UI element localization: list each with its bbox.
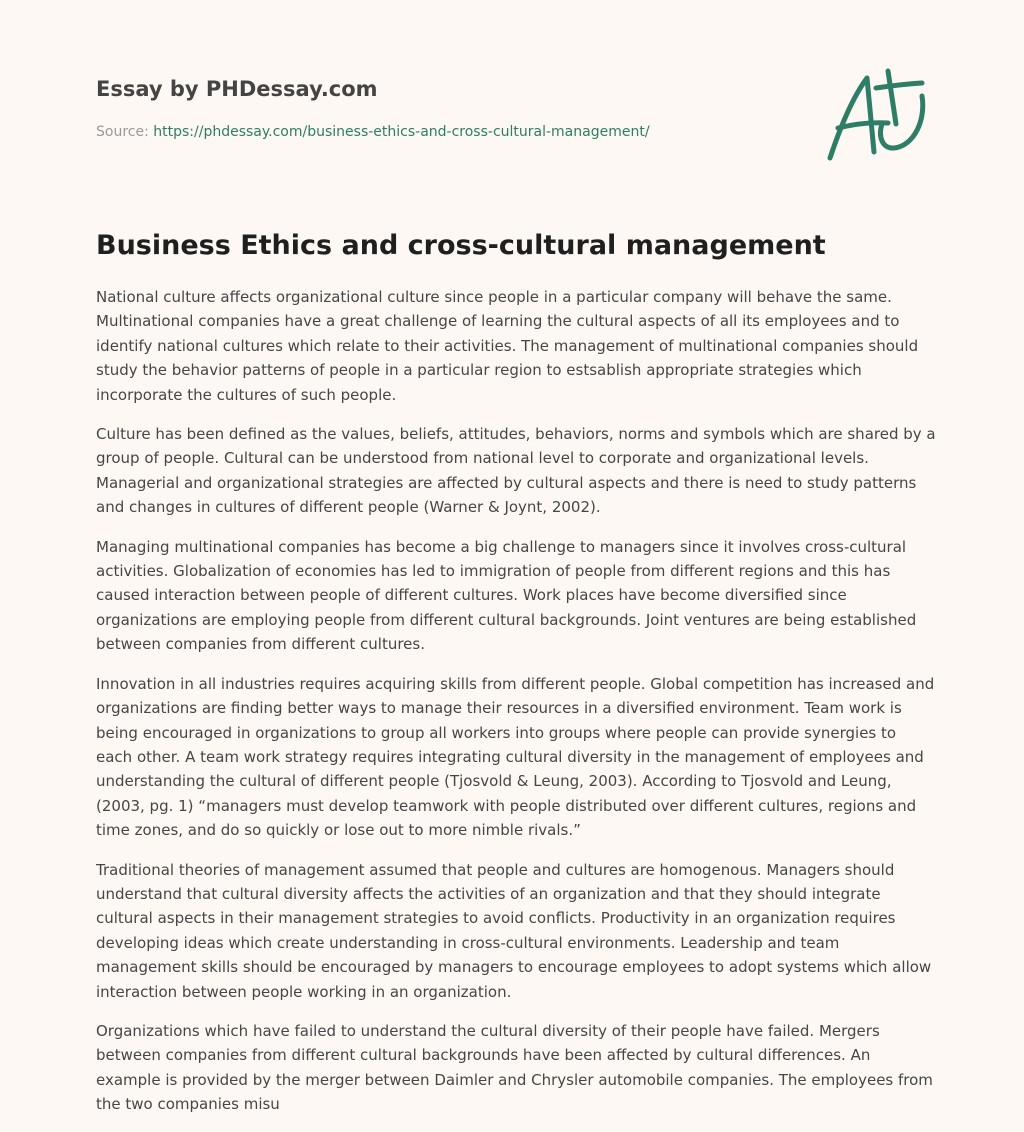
essay-body — [96, 285, 936, 1132]
a-plus-logo-icon — [822, 66, 932, 166]
source-link[interactable]: https://phdessay.com/business-ethics-and-cross-cultural-management/ — [153, 124, 650, 140]
essay-paragraph: Innovation in all industries requires acquiring skills from different people. Global competition has increased and organizations are finding better ways to manage their resources in a diversified environment. Team work is being encouraged in organizations to group all workers into groups where people can provide synergies to each other. A team work strategy requires integrating cultural diversity in the management of employees and understanding the cultural of different people (Tjosvold & Leung, 2003). According to Tjosvold and Leung, (2003, pg. 1) “managers must develop teamwork with people distributed over different cultures, regions and time zones, and do so quickly or lose out to more nimble rivals.” — [96, 674, 935, 840]
source-line — [96, 122, 796, 142]
essay-paragraph: Managing multinational companies has become a big challenge to managers since it involves cross-cultural activities. Globalization of economies has led to immigration of people from different regions and this has caused interaction between people of different cultures. Work places have become diversified since organizations are employing people from different cultural backgrounds. Joint ventures are being established between companies from different cultures. — [96, 537, 917, 654]
essay-paragraph: Organizations which have failed to understand the cultural diversity of their people have failed. Mergers between companies from different cultural backgrounds have been affected by cultural differences. An example is provided by the merger between Daimler and Chrysler automobile companies. The employees from the two companies misu — [96, 1021, 933, 1114]
a-plus-logo-svg — [822, 66, 932, 166]
essay-paragraph: Traditional theories of management assumed that people and cultures are homogenous. Managers should understand that cultural diversity affects the activities of an organization and that they should integrate cultural aspects in their management strategies to avoid conflicts. Productivity in an organization requires developing ideas which create understanding in cross-cultural environments. Leadership and team management skills should be encouraged by managers to encourage employees to adopt systems which allow interaction between people working in an organization. — [96, 860, 932, 1001]
essay-paragraph: National culture affects organizational culture since people in a particular company will behave the same. Multinational companies have a great challenge of learning the cultural aspects of all its employees and to identify national cultures which relate to their activities. The management of multinational companies should study the behavior patterns of people in a particular region to estsablish appropriate strategies which incorporate the cultures of such people. — [96, 288, 919, 404]
site-header — [96, 74, 796, 142]
essay-paragraph: Culture has been defined as the values, beliefs, attitudes, behaviors, norms and symbols which are shared by a group of people. Cultural can be understood from national level to corporate and organizational levels. Managerial and organizational strategies are affected by cultural aspects and there is need to study patterns and changes in cultures of different people (Warner & Joynt, 2002). — [96, 425, 936, 517]
essay-title: Business Ethics and cross-cultural management — [96, 230, 826, 261]
source-label: Source: — [96, 124, 149, 140]
site-title: Essay by PHDessay.com — [96, 77, 378, 101]
